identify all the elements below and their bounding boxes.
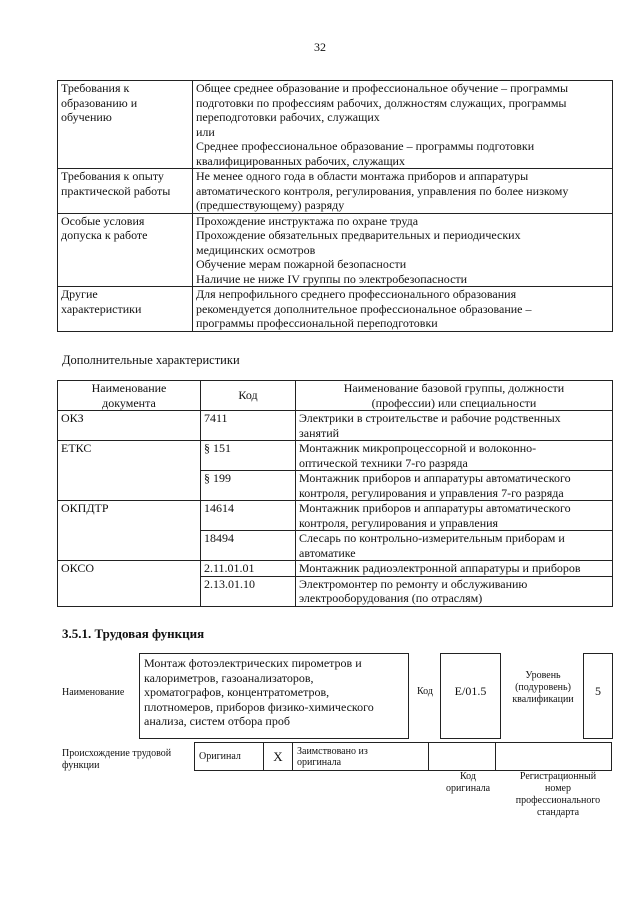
table-row (58, 287, 613, 332)
table-header-row (58, 381, 613, 411)
name-cell: Электромонтер по ремонту и обслуживанию электрооборудования (по отраслям) (296, 576, 613, 606)
table-row (58, 501, 613, 531)
table-row (58, 411, 613, 441)
additional-characteristics-title: Дополнительные характеристики (62, 353, 240, 367)
original-mark: X (264, 743, 293, 771)
name-cell: Электрики в строительстве и рабочие родственных занятий (296, 411, 613, 441)
row-label: Требования к опыту практической работы (58, 169, 193, 214)
header-code: Код (201, 381, 296, 411)
code-label: Код (417, 686, 433, 697)
name-cell: Монтажник приборов и аппаратуры автоматического контроля, регулирования и управления (296, 501, 613, 531)
header-document: Наименование документа (58, 381, 201, 411)
table-row (58, 213, 613, 287)
code-cell: 2.13.01.10 (201, 576, 296, 606)
original-code-caption: Код оригинала (445, 771, 491, 794)
code-cell: § 199 (201, 471, 296, 501)
name-cell: Монтажник радиоэлектронной аппаратуры и приборов (296, 561, 613, 577)
header-group-name: Наименование базовой группы, должности (профессии) или специальности (296, 381, 613, 411)
original-code-cell (429, 743, 496, 771)
name-label: Наименование (62, 687, 125, 698)
name-cell: Монтажник приборов и аппаратуры автоматического контроля, регулирования и управления 7-го разряда (296, 471, 613, 501)
qualification-level-value: 5 (583, 653, 613, 739)
code-cell: 14614 (201, 501, 296, 531)
doc-okso: ОКСО (58, 561, 201, 607)
original-label: Оригинал (195, 743, 264, 771)
qualification-level-label: Уровень (подуровень) квалификации (512, 670, 574, 705)
origin-table (194, 742, 612, 771)
doc-okpdtr: ОКПДТР (58, 501, 201, 561)
registration-number-cell (496, 743, 612, 771)
registration-number-caption: Регистрационный номер профессионального стандарта (515, 771, 601, 818)
function-name-box: Монтаж фотоэлектрических пирометров и калориметров, газоанализаторов, хроматографов, концентратометров, плотномеров, приборов физико-химического анализа, систем отбора проб (139, 653, 409, 739)
table-row (58, 81, 613, 169)
table-row (58, 169, 613, 214)
row-label: Особые условия допуска к работе (58, 213, 193, 287)
doc-okz: ОКЗ (58, 411, 201, 441)
row-value: Не менее одного года в области монтажа приборов и аппаратуры автоматического контроля, регулирования, управления по более низкому (предшествующему) разряду (193, 169, 613, 214)
doc-etks: ЕТКС (58, 441, 201, 501)
requirements-table (57, 80, 613, 332)
name-cell: Слесарь по контрольно-измерительным приборам и автоматике (296, 531, 613, 561)
section-title: 3.5.1. Трудовая функция (62, 626, 205, 641)
code-cell: § 151 (201, 441, 296, 471)
borrowed-label: Заимствовано из оригинала (293, 743, 429, 771)
row-value: Общее среднее образование и профессиональное обучение – программы подготовки по профессиям рабочих, должностям служащих, программы переподготовки рабочих, служащих или Среднее профессиональное образование – программы подготовки квалифицированных рабочих, служащих (193, 81, 613, 169)
code-cell: 18494 (201, 531, 296, 561)
additional-characteristics-table (57, 380, 613, 607)
code-cell: 7411 (201, 411, 296, 441)
page-number: 32 (314, 40, 326, 54)
row-label: Другие характеристики (58, 287, 193, 332)
table-row (58, 561, 613, 577)
code-cell: 2.11.01.01 (201, 561, 296, 577)
row-value: Прохождение инструктажа по охране труда Прохождение обязательных предварительных и периодических медицинских осмотров Обучение мерам пожарной безопасности Наличие не ниже IV группы по электробезопасности (193, 213, 613, 287)
table-row (195, 743, 612, 771)
origin-label: Происхождение трудовой функции (62, 748, 172, 771)
row-label: Требования к образованию и обучению (58, 81, 193, 169)
name-cell: Монтажник микропроцессорной и волоконно- оптической техники 7-го разряда (296, 441, 613, 471)
function-code: E/01.5 (440, 653, 501, 739)
row-value: Для непрофильного среднего профессионального образования рекомендуется дополнительное профессиональное образование – программы профессиональной переподготовки (193, 287, 613, 332)
table-row (58, 441, 613, 471)
